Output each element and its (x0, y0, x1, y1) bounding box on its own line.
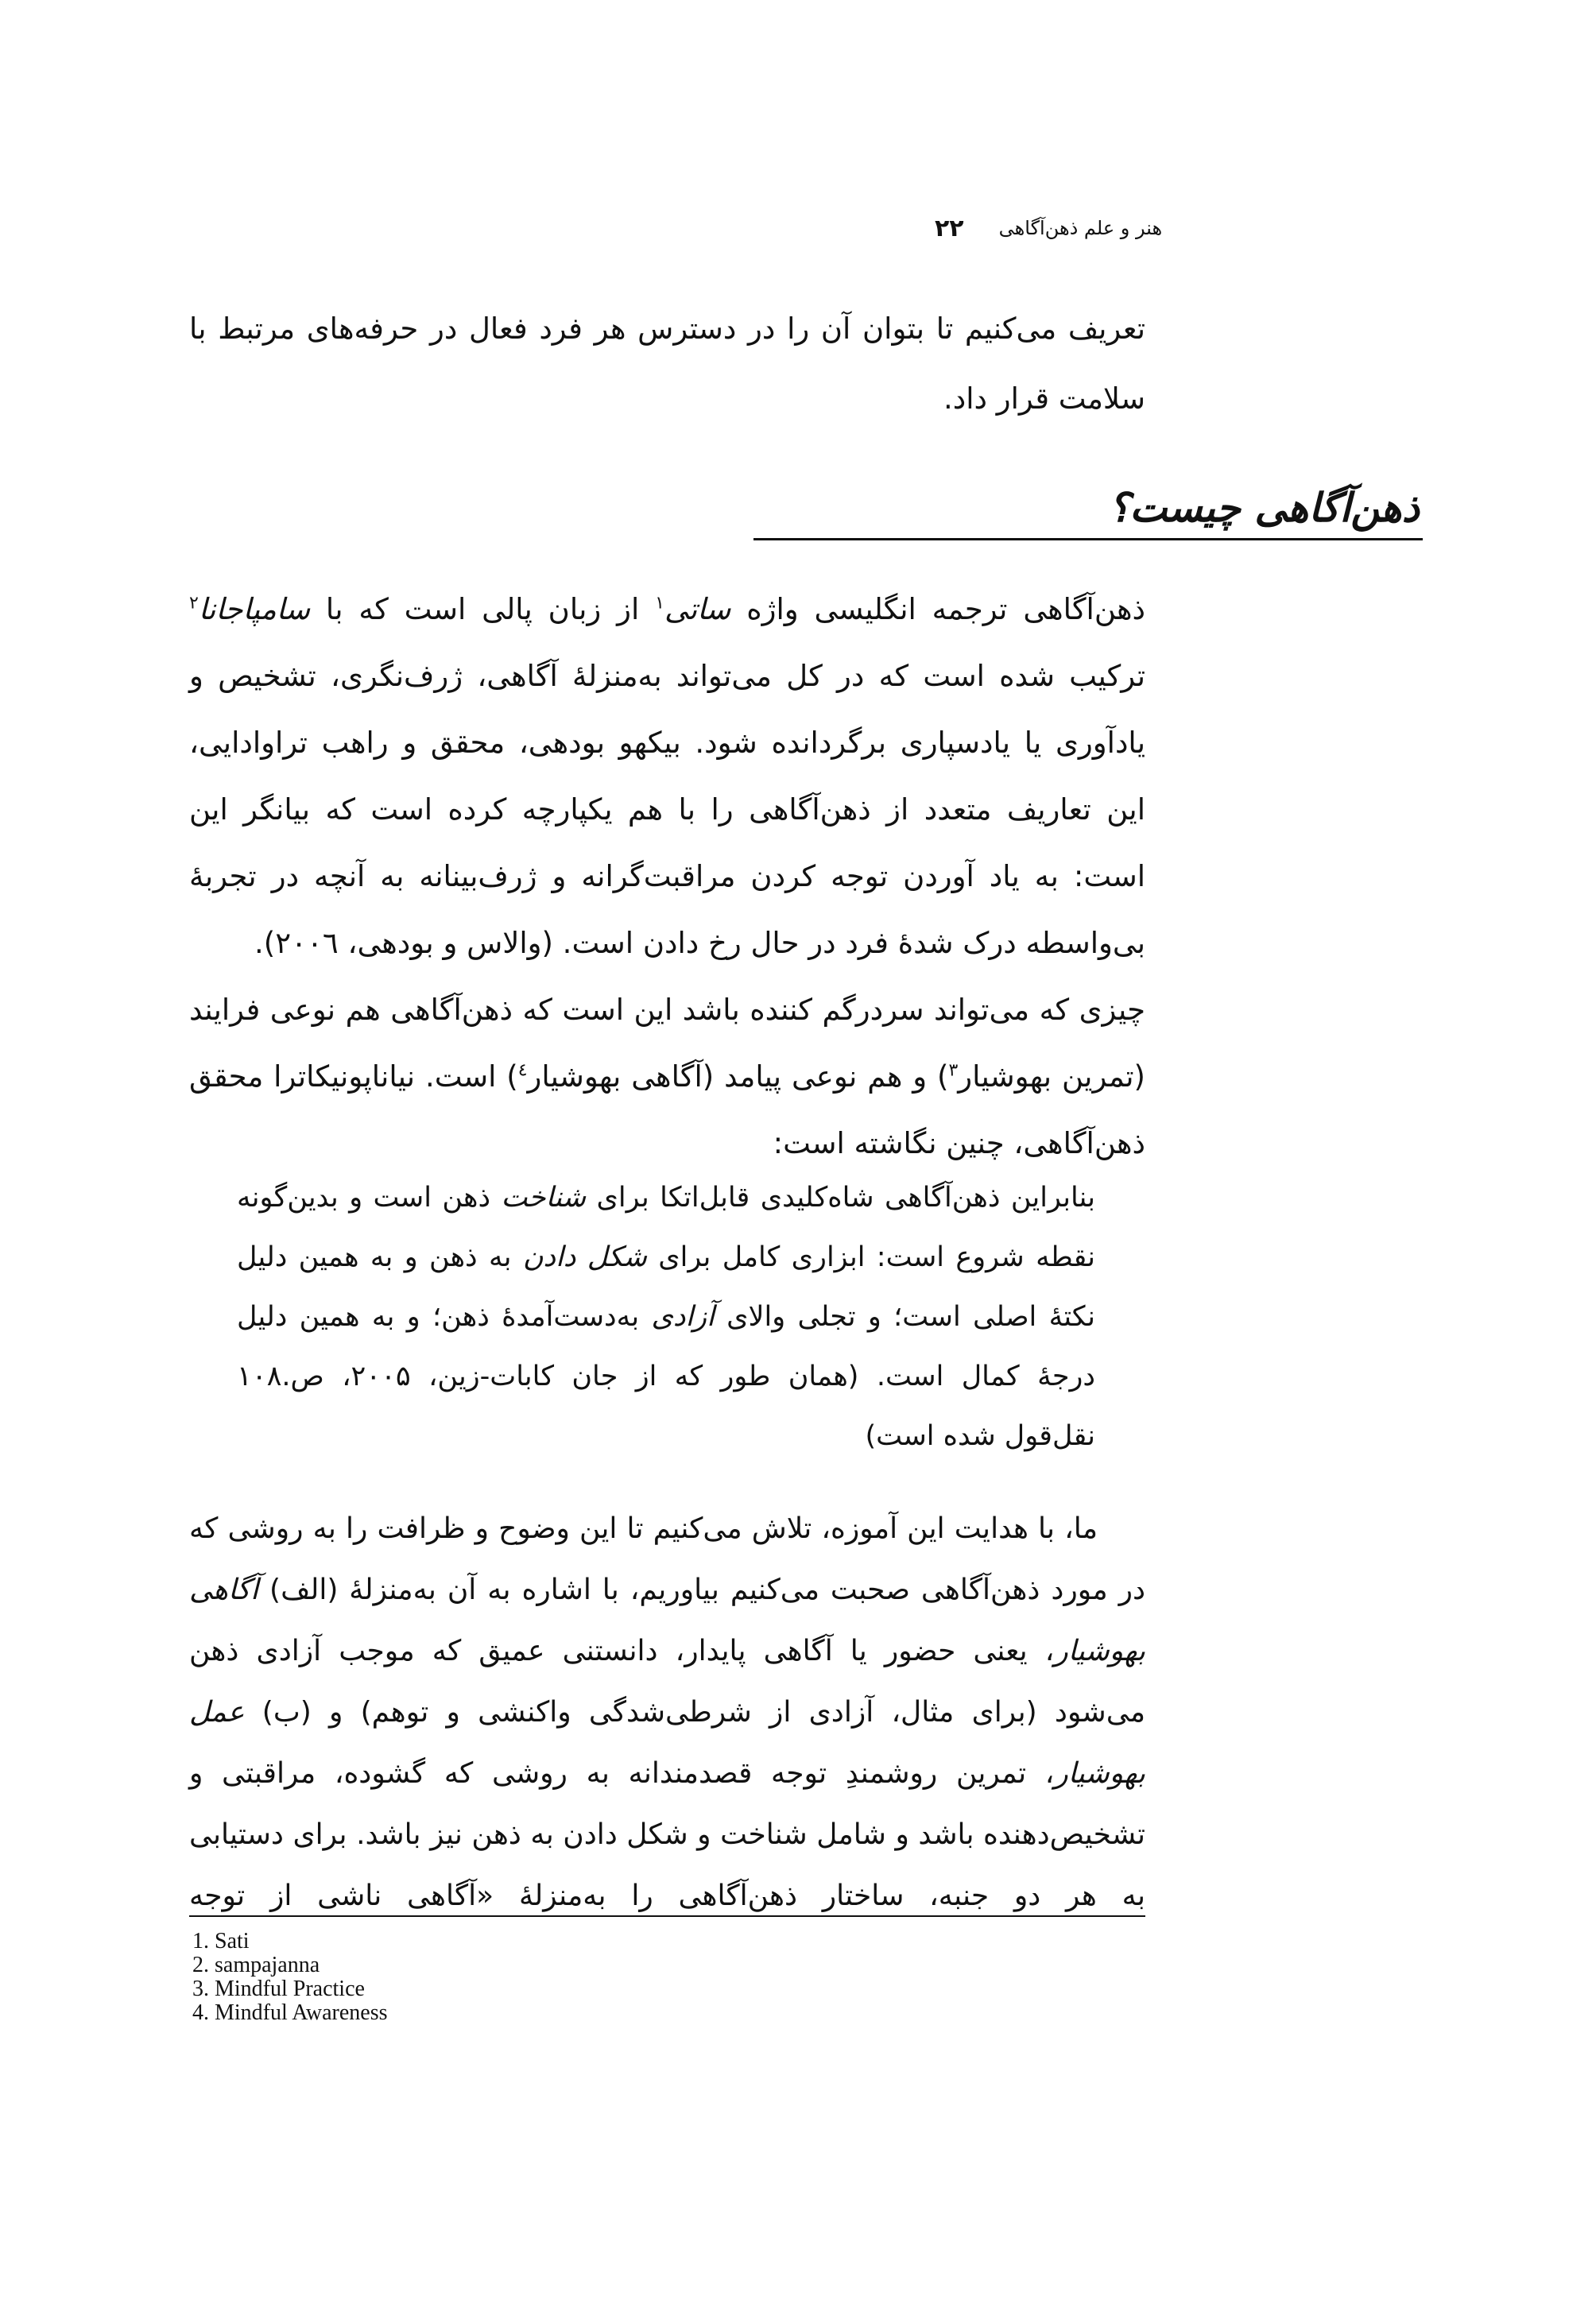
emphasis: عمل بهوشیار (189, 1696, 1145, 1790)
intro-paragraph: تعریف می‌کنیم تا بتوان آن را در دسترس هر فرد فعال در حرفه‌های مرتبط با سلامت قرار داد. (189, 312, 1145, 416)
footnote: 4. Mindful Awareness (192, 2000, 388, 2025)
text: چیزی که می‌تواند سردرگم کننده باشد این است که ذهن‌آگاهی هم نوعی فرایند (تمرین بهوشیار (189, 993, 1145, 1094)
emphasis: شکل دادن (522, 1241, 647, 1273)
text: ما، با هدایت این آموزه، تلاش می‌کنیم تا این وضوح و ظرافت را به روشی که در مورد ذهن‌آگاهی صحبت می‌کنیم بیاوریم، با اشاره به آن به‌منزلهٔ (الف) (189, 1512, 1145, 1606)
text: به‌دست‌آمدهٔ ذهن؛ و به همین دلیل درجهٔ کمال است. (همان طور که از جان کابات-زین، ۲۰۰۵، ص.۱۰۸ نقل‌قول شده است) (237, 1301, 1095, 1452)
body-section (189, 576, 1145, 1177)
section-heading: ذهن‌آگاهی چیست؟ (1108, 485, 1420, 531)
text: ذهن‌آگاهی ترجمه انگلیسی واژه (730, 592, 1145, 626)
footnote: 3. Mindful Practice (192, 1977, 365, 2001)
term-sampajanna: سامپاجانا (198, 592, 311, 626)
emphasis: شناخت (501, 1182, 587, 1214)
text: ، تمرین روشمندِ توجه قصدمندانه به روشی که گشوده، مراقبتی و تشخیص‌دهنده باشد و شامل شناخت و شکل دادن به ذهن نیز باشد. برای دستیابی به هر دو جنبه، ساختار ذهن‌آگاهی را به‌منزلهٔ «آگاهی ناشی از توجه (189, 1757, 1145, 1912)
footnote-ref-3: ۳ (948, 1060, 959, 1081)
paragraph-guidance (189, 1498, 1145, 1926)
footnotes (192, 1930, 388, 2025)
text: به ذهن و به همین دلیل نکتهٔ اصلی است؛ و تجلی والای (237, 1241, 1095, 1333)
footnote-ref-1: ۱ (655, 593, 664, 614)
book-title: هنر و علم ذهن‌آگاهی (998, 217, 1163, 239)
running-header (935, 208, 1412, 248)
page-number: ۲۲ (935, 214, 964, 242)
block-quote (237, 1168, 1095, 1466)
footnote-ref-2: ۲ (189, 593, 199, 614)
heading-rule (753, 538, 1423, 540)
term-sati: ساتی (664, 592, 731, 626)
text: ) و هم نوعی پیامد (آگاهی بهوشیار (527, 1059, 949, 1094)
footnote: 1. Sati (192, 1929, 250, 1953)
text: ذهن است و بدین‌گونه نقطه شروع است: ابزاری کامل برای (237, 1182, 1095, 1273)
text: بنابراین ذهن‌آگاهی شاه‌کلیدی قابل‌اتکا برای (586, 1182, 1095, 1214)
text: ، یعنی حضور یا آگاهی پایدار، دانستنی عمیق که موجب آزادی ذهن می‌شود (برای مثال، آزادی از شرطی‌شدگی واکنشی و توهم) و (ب) (189, 1635, 1145, 1729)
emphasis: آزادی (651, 1301, 715, 1333)
footnote-ref-4: ٤ (517, 1060, 528, 1081)
paragraph-process-outcome (189, 977, 1145, 1177)
text: از زبان پالی است که با (310, 592, 656, 626)
footnote-rule (189, 1915, 1145, 1917)
text: ) است. نیاناپونیکاترا محقق ذهن‌آگاهی، چنین نگاشته است: (189, 1059, 1145, 1160)
footnote: 2. sampajanna (192, 1953, 320, 1977)
paragraph-definition (189, 576, 1145, 977)
emphasis: آگاهی بهوشیار (189, 1574, 1145, 1667)
text: ترکیب شده است که در کل می‌تواند به‌منزلهٔ آگاهی، ژرف‌نگری، تشخیص و یادآوری یا یادسپاری برگردانده شود. بیکهو بودهی، محقق و راهب تراوادایی، این تعاریف متعدد از ذهن‌آگاهی را با هم یکپارچه کرده است که بیانگر این است: به یاد آوردن توجه کردن مراقبت‌گرانه و ژرف‌بینانه به آنچه در تجربهٔ بی‌واسطه درک شدهٔ فرد در حال رخ دادن است. (والاس و بودهی، ۲۰۰٦). (189, 659, 1145, 960)
